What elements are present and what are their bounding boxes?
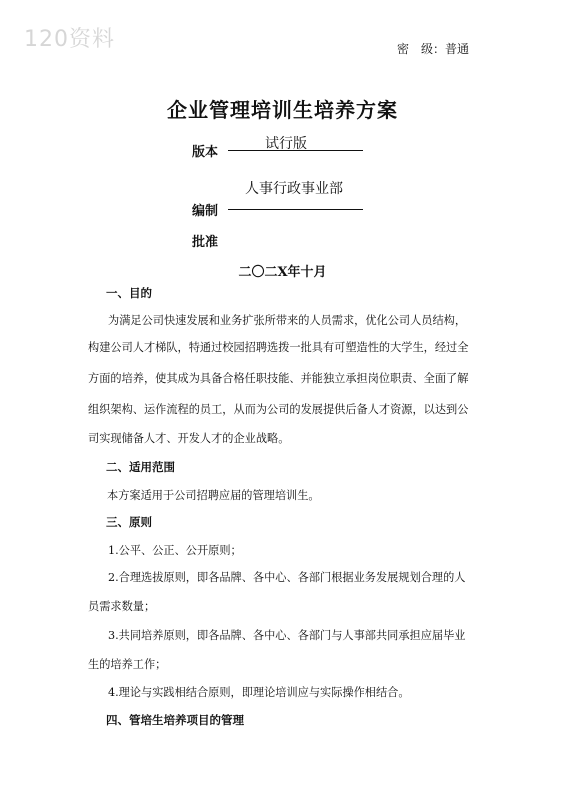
section-1-line: 司实现储备人才、开发人才的企业战略。 [88,432,290,445]
version-label: 版本 [192,145,219,160]
section-2-heading: 二、适用范围 [106,460,175,474]
section-2-text: 本方案适用于公司招聘应届的管理培训生。 [107,489,320,502]
section-1-heading: 一、目的 [106,286,152,300]
version-value: 试行版 [265,136,307,152]
editor-label: 编制 [192,204,219,219]
principle-item: 3.共同培养原则，即各品牌、各中心、各部门与人事部共同承担应届毕业 [108,629,466,642]
document-title: 企业管理培训生培养方案 [167,98,398,122]
principle-item: 员需求数量； [88,600,156,613]
section-1-line: 为满足公司快速发展和业务扩张所带来的人员需求，优化公司人员结构， [108,314,467,327]
section-1-line: 组织架构、运作流程的员工，从而为公司的发展提供后备人才资源，以达到公 [88,403,469,416]
approve-label: 批准 [192,235,219,250]
section-1-line: 构建公司人才梯队，特通过校园招聘选拨一批具有可塑造性的大学生，经过全 [88,341,469,354]
section-1-line: 方面的培养，使其成为具备合格任职技能、并能独立承担岗位职责、全面了解 [88,372,469,385]
principle-item: 生的培养工作； [88,658,167,671]
watermark: 120资料 [24,27,115,52]
principle-item: 4.理论与实践相结合原则，即理论培训应与实际操作相结合。 [108,686,410,699]
editor-underline [228,209,363,210]
principle-item: 1.公平、公正、公开原则； [108,544,242,557]
section-3-heading: 三、原则 [106,515,152,529]
security-level: 密 级：普通 [397,42,470,56]
editor-value: 人事行政事业部 [245,181,343,197]
version-underline [228,150,363,151]
principle-item: 2.合理选拔原则，即各品牌、各中心、各部门根据业务发展规划合理的人 [108,571,466,584]
section-4-heading: 四、管培生培养项目的管理 [106,713,244,727]
document-date: 二〇二X年十月 [238,265,327,280]
